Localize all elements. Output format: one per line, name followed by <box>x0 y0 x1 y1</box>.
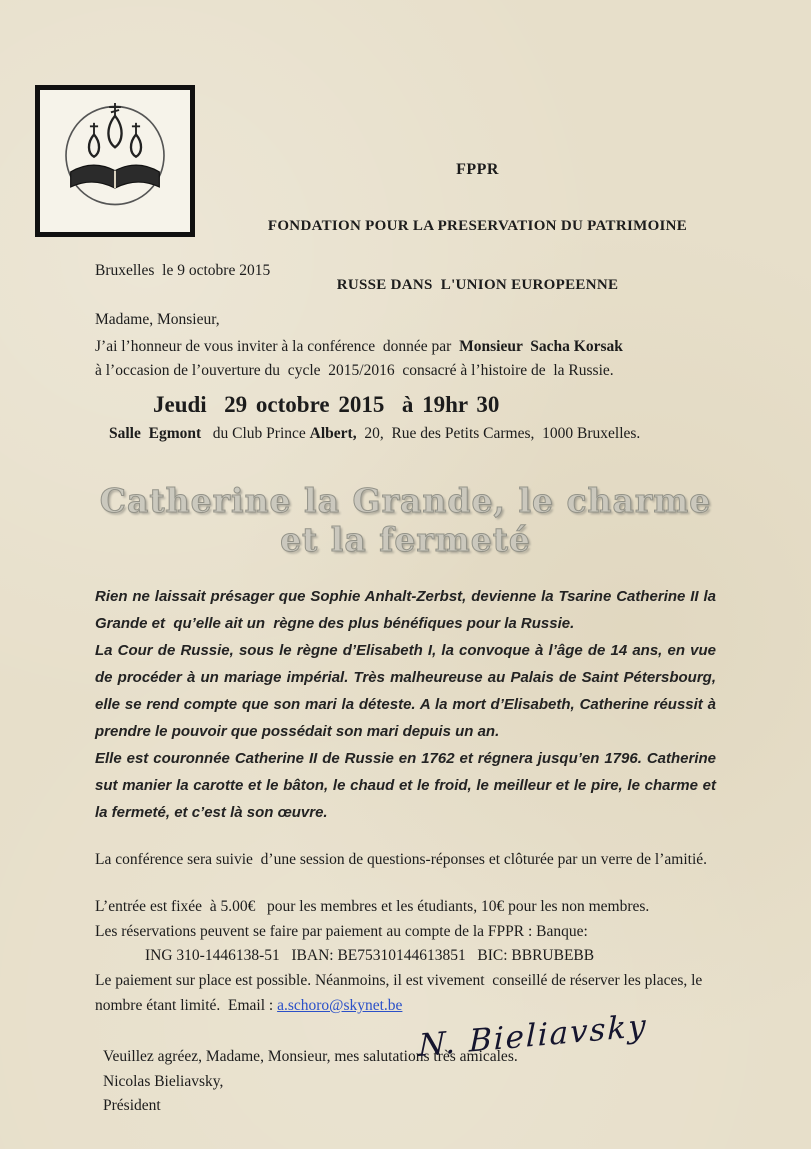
intro-line1 <box>95 335 716 360</box>
email-link[interactable]: a.schoro@skynet.be <box>277 996 403 1014</box>
handwritten-signature: N. Bieliavsky <box>418 1007 648 1065</box>
venue-line <box>109 422 716 447</box>
sender-title: Président <box>103 1097 161 1115</box>
venue-address: 20, Rue des Petits Carmes, 1000 Bruxelles. <box>356 425 641 443</box>
description-paragraph: Elle est couronnée Catherine II de Russie en 1762 et régnera jusqu’en 1796. Catherine sut manier la carotte et le bâton, le chaud et le froid, le meilleur et le pire, le charme et la fermeté, et c’est là son œuvre. <box>95 749 721 821</box>
intro-line2: à l’occasion de l’ouverture du cycle 2015/2016 consacré à l’histoire de la Russie. <box>95 362 614 380</box>
conference-note: La conférence sera suivie d’une session de questions-réponses et clôturée par un verre de l’amitié. <box>95 850 708 868</box>
valediction: Veuillez agréez, Madame, Monsieur, mes salutations très amicales. <box>103 1047 518 1065</box>
church-domes-book-icon <box>45 94 185 229</box>
sender-name: Nicolas Bieliavsky, <box>103 1072 224 1090</box>
conference-title: Catherine la Grande, le charme et la fermeté <box>99 480 724 559</box>
fees-block <box>95 895 716 1019</box>
org-name-line2: RUSSE DANS L'UNION EUROPEENNE <box>336 277 619 294</box>
org-acronym: FPPR <box>456 161 499 178</box>
venue-mid: du Club Prince <box>201 425 310 443</box>
org-name-line1: FONDATION POUR LA PRESERVATION DU PATRIMOINE <box>267 218 688 234</box>
fppr-logo <box>35 85 195 237</box>
intro-text: J’ai l’honneur de vous inviter à la conférence donnée par <box>95 337 460 355</box>
payment-text: Le paiement sur place est possible. Néanmoins, il est vivement conseillé de réserver les places, le nombre étant limité. Email : <box>95 972 707 1014</box>
venue-club: Albert, <box>309 425 357 443</box>
bank-details-line: ING 310-1446138-51 IBAN: BE75310144613851 BIC: BBRUBEBB <box>145 947 595 965</box>
entry-fee-line: L’entrée est fixée à 5.00€ pour les membres et les étudiants, 10€ pour les non membres. <box>95 897 650 915</box>
conference-description <box>95 583 721 826</box>
description-paragraph: Rien ne laissait présager que Sophie Anhalt-Zerbst, devienne la Tsarine Catherine II la Grande et qu’elle ait un règne des plus bénéfiques pour la Russie. <box>95 587 721 632</box>
dateline: Bruxelles le 9 octobre 2015 <box>95 262 271 279</box>
description-paragraph: La Cour de Russie, sous le règne d’Elisabeth I, la convoque à l’âge de 14 ans, en vue de procéder à un mariage impérial. Très malheureuse au Palais de Saint Pétersbourg, elle se rend compte que son mari la déteste. A la mort d’Elisabeth, Catherine réussit à prendre le pouvoir que possédait son mari depuis un an. <box>95 641 721 740</box>
speaker-name: Monsieur Sacha Korsak <box>459 337 623 355</box>
salutation: Madame, Monsieur, <box>95 310 220 328</box>
closing-block <box>103 1045 716 1119</box>
event-datetime: Jeudi 29 octobre 2015 à 19hr 30 <box>153 392 500 418</box>
venue-room: Salle Egmont <box>109 425 202 443</box>
reservations-line: Les réservations peuvent se faire par paiement au compte de la FPPR : Banque: <box>95 922 588 940</box>
org-name-block <box>205 85 750 334</box>
intro-paragraph <box>95 335 716 385</box>
